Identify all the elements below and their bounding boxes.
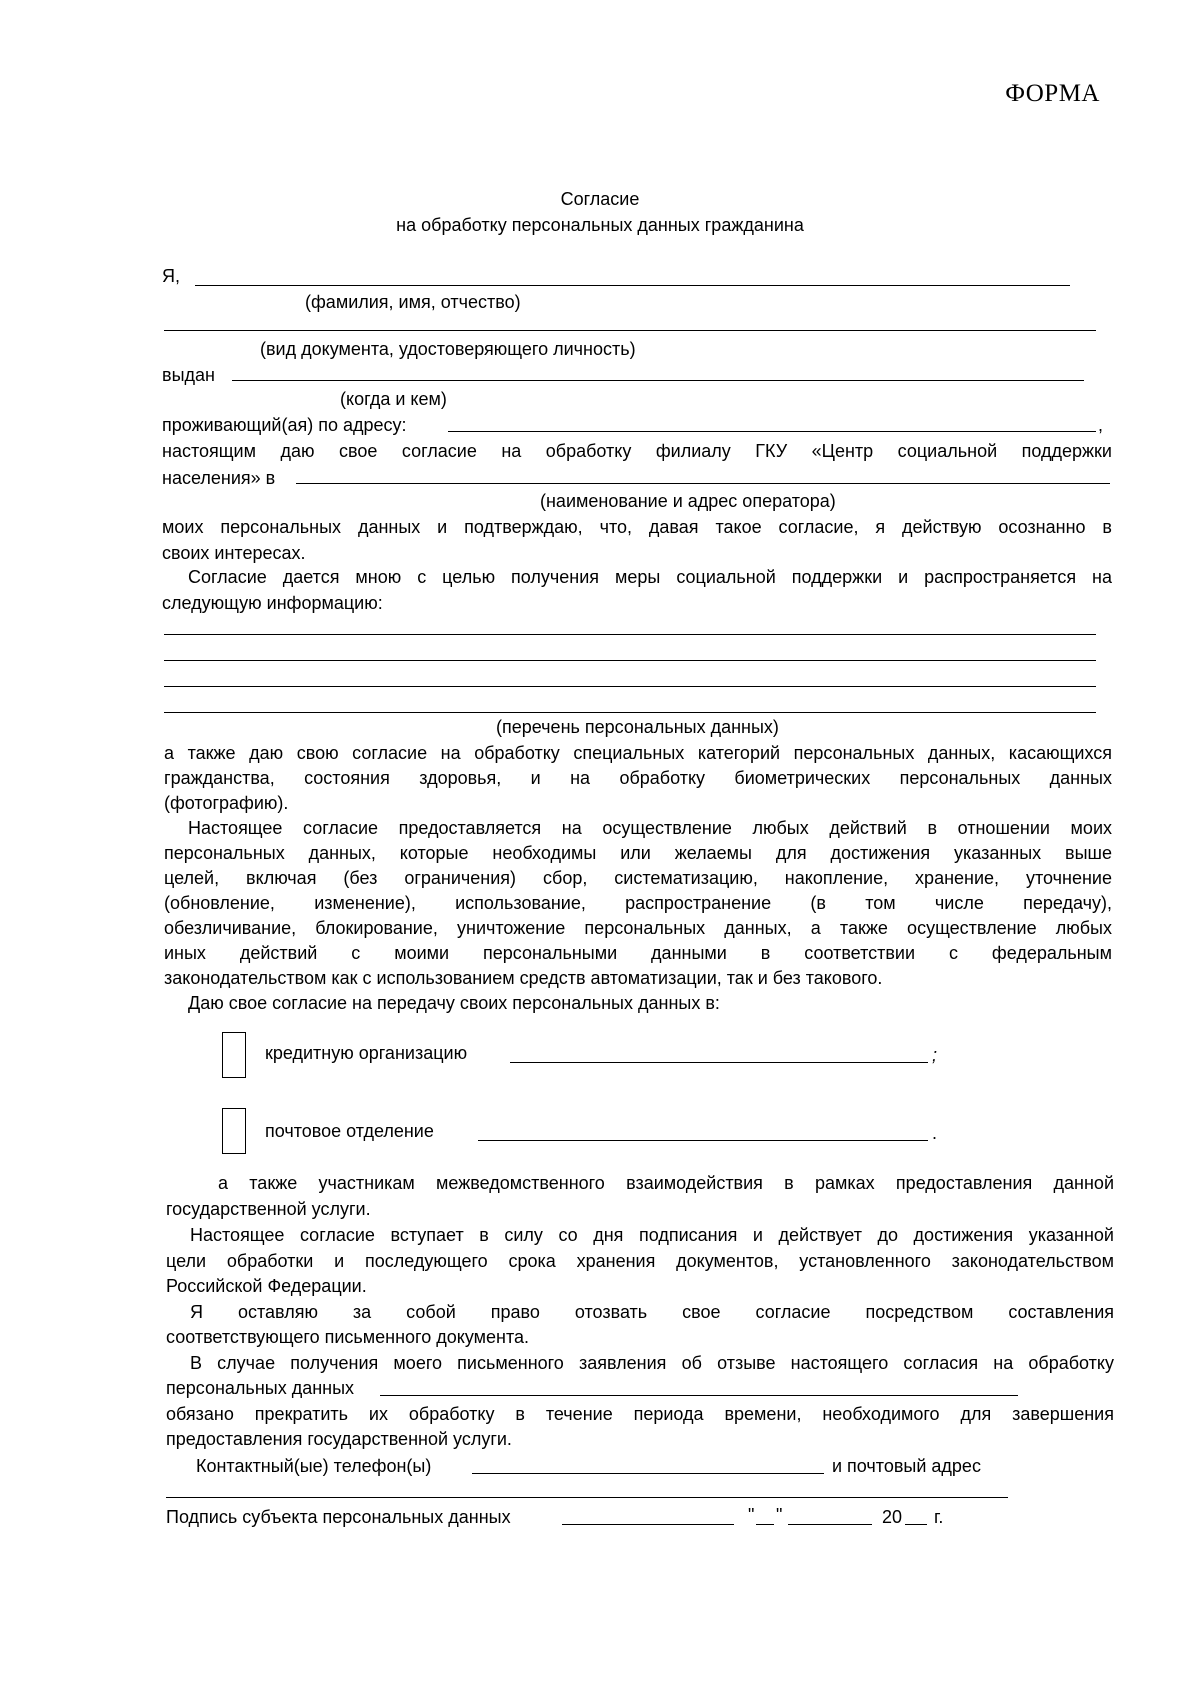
paragraph-2-line-2: следующую информацию: [162, 593, 383, 613]
operator-field-line[interactable] [296, 483, 1110, 484]
paragraph-4-line-6: иных действий с моими персональными данными в соответствии с федеральным [164, 943, 1112, 963]
paragraph-9-line-2: персональных данных [166, 1378, 355, 1398]
paragraph-6-line-2: государственной услуги. [166, 1199, 371, 1219]
consent-line-1: настоящим даю свое согласие на обработку филиалу ГКУ «Центр социальной поддержки [162, 441, 1112, 461]
document-subtitle: на обработку персональных данных гражданина [396, 215, 804, 235]
data-list-line-1[interactable] [164, 634, 1096, 635]
paragraph-2-line-1: Согласие дается мною с целью получения меры социальной поддержки и распространяется на [188, 567, 1112, 587]
data-list-line-3[interactable] [164, 686, 1096, 687]
id-document-hint: (вид документа, удостоверяющего личность) [260, 339, 636, 359]
paragraph-1-line-1: моих персональных данных и подтверждаю, что, давая такое согласие, я действую осознанно в [162, 517, 1112, 537]
data-list-line-4[interactable] [164, 712, 1096, 713]
paragraph-4-line-7: законодательством как с использованием средств автоматизации, так и без такового. [164, 968, 883, 988]
paragraph-4-line-1: Настоящее согласие предоставляется на осуществление любых действий в отношении моих [188, 818, 1112, 838]
fio-field-line[interactable] [195, 285, 1070, 286]
credit-org-checkbox[interactable] [222, 1032, 246, 1078]
year-suffix: г. [934, 1507, 944, 1527]
consent-line-2: населения» в [162, 468, 276, 488]
issued-hint: (когда и кем) [340, 389, 447, 409]
date-quote-close: " [776, 1505, 783, 1525]
post-office-checkbox[interactable] [222, 1108, 246, 1154]
paragraph-3-line-2: гражданства, состояния здоровья, и на обработку биометрических персональных данных [164, 768, 1112, 788]
paragraph-8-line-2: соответствующего письменного документа. [166, 1327, 530, 1347]
credit-org-field-line[interactable] [510, 1062, 928, 1063]
paragraph-1-line-2: своих интересах. [162, 543, 306, 563]
address-label: проживающий(ая) по адресу: [162, 415, 407, 435]
paragraph-7-line-1: Настоящее согласие вступает в силу со дня подписания и действует до достижения указанной [190, 1225, 1114, 1245]
paragraph-7-line-3: Российской Федерации. [166, 1276, 367, 1296]
paragraph-6-line-1: а также участникам межведомственного взаимодействия в рамках предоставления данной [218, 1173, 1114, 1193]
postal-address-label: и почтовый адрес [832, 1456, 981, 1476]
contact-phone-label: Контактный(ые) телефон(ы) [196, 1456, 432, 1476]
data-list-hint: (перечень персональных данных) [496, 717, 779, 737]
paragraph-4-line-5: обезличивание, блокирование, уничтожение персональных данных, а также осуществление любых [164, 918, 1112, 938]
issued-field-line[interactable] [232, 380, 1084, 381]
id-document-field-line[interactable] [164, 330, 1096, 331]
data-list-line-2[interactable] [164, 660, 1096, 661]
paragraph-5: Даю свое согласие на передачу своих персональных данных в: [188, 993, 720, 1013]
signature-label: Подпись субъекта персональных данных [166, 1507, 511, 1527]
date-month-field-line[interactable] [788, 1524, 872, 1525]
credit-org-label: кредитную организацию [265, 1043, 468, 1063]
date-year-field-line[interactable] [905, 1524, 927, 1525]
signature-field-line[interactable] [562, 1524, 734, 1525]
paragraph-7-line-2: цели обработки и последующего срока хранения документов, установленного законодательством [166, 1251, 1114, 1271]
revocation-field-line[interactable] [380, 1395, 1018, 1396]
paragraph-3-line-1: а также даю свою согласие на обработку специальных категорий персональных данных, касающихся [164, 743, 1112, 763]
address-comma: , [1098, 415, 1104, 435]
fio-hint: (фамилия, имя, отчество) [305, 292, 521, 312]
date-quote-open: " [748, 1505, 755, 1525]
form-label: ФОРМА [1005, 80, 1100, 107]
paragraph-4-line-3: целей, включая (без ограничения) сбор, систематизацию, накопление, хранение, уточнение [164, 868, 1112, 888]
address-field-line[interactable] [448, 431, 1096, 432]
issued-label: выдан [162, 365, 215, 385]
post-office-field-line[interactable] [478, 1140, 928, 1141]
paragraph-9-line-4: предоставления государственной услуги. [166, 1429, 512, 1449]
post-office-end: . [932, 1123, 938, 1143]
document-title: Согласие [560, 189, 640, 209]
paragraph-4-line-2: персональных данных, которые необходимы или желаемы для достижения указанных выше [164, 843, 1112, 863]
ya-label: Я, [162, 266, 180, 286]
year-prefix: 20 [882, 1507, 903, 1527]
paragraph-8-line-1: Я оставляю за собой право отозвать свое согласие посредством составления [190, 1302, 1114, 1322]
operator-hint: (наименование и адрес оператора) [540, 491, 836, 511]
post-office-label: почтовое отделение [265, 1121, 434, 1141]
date-day-field-line[interactable] [756, 1524, 774, 1525]
paragraph-9-line-3: обязано прекратить их обработку в течение периода времени, необходимого для завершения [166, 1404, 1114, 1424]
credit-org-end: ; [932, 1045, 938, 1065]
paragraph-9-line-1: В случае получения моего письменного заявления об отзыве настоящего согласия на обработку [190, 1353, 1114, 1373]
contact-phone-field-line[interactable] [472, 1473, 824, 1474]
paragraph-4-line-4: (обновление, изменение), использование, распространение (в том числе передачу), [164, 893, 1112, 913]
postal-address-field-line[interactable] [166, 1497, 1008, 1498]
paragraph-3-line-3: (фотографию). [164, 793, 289, 813]
